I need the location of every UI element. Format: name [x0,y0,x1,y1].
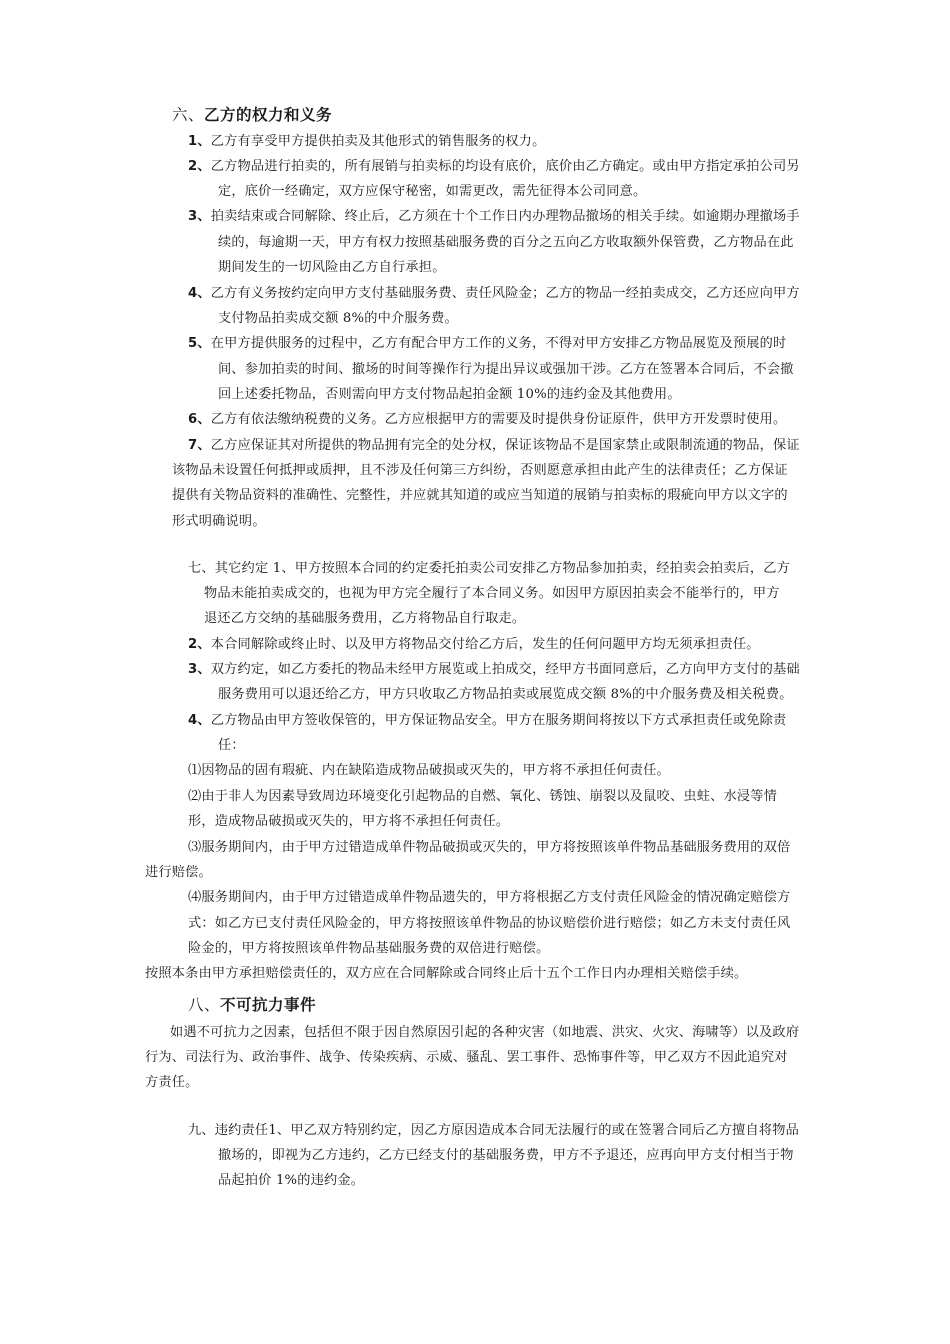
s7-para-2-line2: 形，造成物品破损或灭失的，甲方将不承担任何责任。 [188,814,510,829]
s9-item-1-line2: 撤场的，即视为乙方违约，乙方已经支付的基础服务费，甲方不予退还，应再向甲方支付相当于物 [218,1148,794,1163]
s7-para-1: ⑴因物品的固有瑕疵、内在缺陷造成物品破损或灭失的，甲方将不承担任何责任。 [188,763,670,778]
s6-item-7-line3: 提供有关物品资料的准确性、完整性，并应就其知道的或应当知道的展销与拍卖标的瑕疵向甲方以文字的 [172,488,788,503]
s7-item-1-line3: 退还乙方交纳的基础服务费用，乙方将物品自行取走。 [204,611,526,626]
s6-item-7-line4: 形式明确说明。 [172,514,266,529]
s6-item-3: 3、拍卖结束或合同解除、终止后，乙方须在十个工作日内办理物品撤场的相关手续。如逾期办理撤场手 [188,209,800,224]
s7-para-4: ⑷服务期间内，由于甲方过错造成单件物品遗失的，甲方将根据乙方支付责任风险金的情况确定赔偿方 [188,890,791,905]
section-8-heading: 八、不可抗力事件 [188,996,317,1014]
s6-item-5: 5、在甲方提供服务的过程中，乙方有配合甲方工作的义务，不得对甲方安排乙方物品展览及预展的时 [188,336,787,351]
s6-item-4: 4、乙方有义务按约定向甲方支付基础服务费、责任风险金；乙方的物品一经拍卖成交，乙方还应向甲方 [188,286,800,301]
s6-item-2: 2、乙方物品进行拍卖的，所有展销与拍卖标的均设有底价，底价由乙方确定。或由甲方指定承拍公司另 [188,159,800,174]
s7-para-4-line2: 式：如乙方已支付责任风险金的，甲方将按照该单件物品的协议赔偿价进行赔偿；如乙方未支付责任风 [188,916,791,931]
s7-item-4: 4、乙方物品由甲方签收保管的，甲方保证物品安全。甲方在服务期间将按以下方式承担责任或免除责 [188,713,787,728]
s6-item-5-line2: 间、参加拍卖的时间、撤场的时间等操作行为提出异议或强加干涉。乙方在签署本合同后，不会撤 [218,362,794,377]
s7-para-4-line3: 险金的，甲方将按照该单件物品基础服务费的双倍进行赔偿。 [188,941,550,956]
section-9-heading: 九、违约责任1、甲乙双方特别约定，因乙方原因造成本合同无法履行的或在签署合同后乙方擅自将物品 [188,1123,800,1138]
section-7-title: 其它约定 [214,561,269,576]
s8-body: 如遇不可抗力之因素，包括但不限于因自然原因引起的各种灾害（如地震、洪灾、火灾、海啸等）以及政府 [170,1025,800,1040]
s6-item-3-line2: 续的，每逾期一天，甲方有权力按照基础服务费的百分之五向乙方收取额外保管费，乙方物品在此 [218,235,794,250]
s6-item-7: 7、乙方应保证其对所提供的物品拥有完全的处分权，保证该物品不是国家禁止或限制流通的物品，保证 [188,438,800,453]
s7-para-3: ⑶服务期间内，由于甲方过错造成单件物品破损或灭失的，甲方将按照该单件物品基础服务费用的双倍 [188,840,791,855]
s7-para-2: ⑵由于非人为因素导致周边环境变化引起物品的自燃、氧化、锈蚀、崩裂以及鼠咬、虫蛀、水浸等情 [188,789,778,804]
s7-item-2: 2、本合同解除或终止时、以及甲方将物品交付给乙方后，发生的任何问题甲方均无须承担责任。 [188,637,760,652]
s8-body-line2: 行为、司法行为、政治事件、战争、传染疾病、示威、骚乱、罢工事件、恐怖事件等，甲乙双方不因此追究对 [145,1050,788,1065]
s9-item-1-line3: 品起拍价 1%的违约金。 [218,1173,365,1188]
s7-item-1-line2: 物品未能拍卖成交的，也视为甲方完全履行了本合同义务。如因甲方原因拍卖会不能举行的，甲方 [204,586,780,601]
s7-item-4-line2: 任： [218,738,245,753]
s7-item-3: 3、双方约定，如乙方委托的物品未经甲方展览或上拍成交，经甲方书面同意后，乙方向甲方支付的基础 [188,662,800,677]
s6-item-4-line2: 支付物品拍卖成交额 8%的中介服务费。 [218,311,458,326]
s6-item-7-line2: 该物品未设置任何抵押或质押，且不涉及任何第三方纠纷，否则愿意承担由此产生的法律责任；乙方保证 [172,463,788,478]
section-9-title: 违约责任 [214,1123,269,1138]
s7-para-3-line2: 进行赔偿。 [145,865,212,880]
s6-item-2-line2: 定，底价一经确定，双方应保守秘密，如需更改，需先征得本公司同意。 [218,184,647,199]
s6-item-6: 6、乙方有依法缴纳税费的义务。乙方应根据甲方的需要及时提供身份证原件，供甲方开发票时使用。 [188,412,787,427]
s7-closing: 按照本条由甲方承担赔偿责任的，双方应在合同解除或合同终止后十五个工作日内办理相关赔偿手续。 [145,966,748,981]
s6-item-5-line3: 回上述委托物品，否则需向甲方支付物品起拍金额 10%的违约金及其他费用。 [218,387,681,402]
s6-item-3-line3: 期间发生的一切风险由乙方自行承担。 [218,260,446,275]
section-7-heading: 七、其它约定 1、甲方按照本合同的约定委托拍卖公司安排乙方物品参加拍卖，经拍卖会拍卖后，乙方 [188,561,791,576]
s6-item-1: 1、乙方有享受甲方提供拍卖及其他形式的销售服务的权力。 [188,134,546,149]
s8-body-line3: 方责任。 [145,1075,199,1090]
s7-item-3-line2: 服务费用可以退还给乙方，甲方只收取乙方物品拍卖或展览成交额 8%的中介服务费及相关税费。 [218,687,793,702]
section-6-heading: 六、乙方的权力和义务 [172,106,333,124]
